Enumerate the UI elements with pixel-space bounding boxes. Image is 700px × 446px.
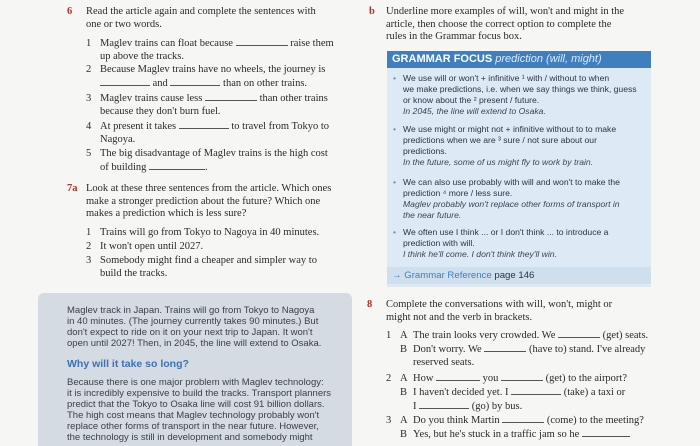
article-line: Maglev track in Japan. Trains will go from Tokyo to Nagoya <box>67 305 315 316</box>
answer-blank[interactable] <box>436 371 480 381</box>
dialogue-text: I haven't decided yet. I <box>413 387 509 398</box>
exercise-6-item-1 <box>86 36 356 63</box>
exercise-b-instruction <box>386 6 624 44</box>
article-line: don't expect to ride on it on your next trip to Japan. It won't <box>67 327 313 338</box>
exercise-8-line-8 <box>386 427 686 441</box>
answer-blank[interactable] <box>558 328 600 338</box>
dialogue-text: (go) by bus. <box>471 401 523 412</box>
rule-text: We often use I think ... or I don't think ... to introduce a <box>403 227 609 237</box>
dialogue-text: (have to) stand. I've already <box>528 344 646 355</box>
article-line: replace other forms of transport in the near future. However, <box>67 421 319 432</box>
item-text: to travel from Tokyo to <box>231 121 329 132</box>
item-number: 3 <box>386 415 392 426</box>
exercise-8-line-6 <box>386 399 686 413</box>
item-text: raise them <box>290 38 334 49</box>
exercise-6-item-4 <box>86 119 356 146</box>
rule-example: In the future, some of us might fly to work by train. <box>403 157 594 167</box>
rule-example: I think he'll come. I don't think they'll win. <box>403 249 557 259</box>
item-text: At present it takes <box>100 121 177 132</box>
item-number: 2 <box>386 373 392 384</box>
rule-example: Maglev probably won't replace other forms of transport in <box>403 199 620 209</box>
answer-blank[interactable] <box>502 413 544 423</box>
exercise-6-item-3 <box>86 91 356 118</box>
dialogue-text: Don't worry. We <box>413 344 482 355</box>
exercise-7a-item-2 <box>86 240 203 253</box>
article-line: in 40 minutes. (The journey currently takes 90 minutes.) But <box>67 316 319 327</box>
article-line: open until 2027! Then, in 2045, the line will extend to Osaka. <box>67 338 322 349</box>
exercise-8-line-2 <box>386 342 686 356</box>
grammar-rule-3 <box>393 177 645 221</box>
item-number: 5 <box>86 148 92 159</box>
item-text: . <box>205 162 208 173</box>
dialogue-text: Do you think Martin <box>413 415 500 426</box>
grammar-focus-header <box>387 51 651 68</box>
grammar-reference-label[interactable]: → Grammar Reference <box>392 270 492 281</box>
item-text: of building <box>100 162 147 173</box>
item-text: than other trains <box>259 93 328 104</box>
grammar-rule-1 <box>393 73 645 117</box>
exercise-8-line-3 <box>386 356 686 369</box>
grammar-rule-2 <box>393 124 645 168</box>
item-number: 4 <box>86 121 92 132</box>
exercise-6-instruction-line2: one or two words. <box>86 18 162 30</box>
rule-example: In 2045, the line will extend to Osaka. <box>403 106 546 116</box>
exercise-7a-item-1 <box>86 226 319 239</box>
article-line: the technology is still in development and somebody might <box>67 432 313 443</box>
grammar-focus-title: GRAMMAR FOCUS <box>392 53 493 65</box>
item-text: Nagoya. <box>100 134 136 145</box>
exercise-b-line2: article, then choose the correct option to complete the <box>386 18 612 30</box>
exercise-6-instruction-line1: Read the article again and complete the sentences with <box>86 6 316 17</box>
item-text: The big disadvantage of Maglev trains is the high cost <box>100 148 328 159</box>
bullet-icon: • <box>393 177 397 187</box>
item-text: up above the tracks. <box>100 51 184 62</box>
item-number: 1 <box>386 330 392 341</box>
item-number: 2 <box>86 64 92 75</box>
grammar-focus-subtitle: prediction (will, might) <box>495 53 602 65</box>
article-excerpt-panel <box>38 293 352 446</box>
rule-text: predictions. <box>403 146 447 156</box>
speaker-label: B <box>400 429 408 440</box>
rule-text: prediction with will. <box>403 238 475 248</box>
speaker-label: B <box>400 344 408 355</box>
exercise-6-instruction <box>86 6 316 31</box>
answer-blank[interactable] <box>236 36 288 46</box>
item-number: 1 <box>86 227 92 238</box>
bullet-icon: • <box>393 73 397 83</box>
item-text: Maglev trains cause less <box>100 93 203 104</box>
item-number: 3 <box>86 255 92 266</box>
rule-text: prediction ⁴ more / less sure. <box>403 188 513 198</box>
exercise-8-line-4 <box>386 371 686 385</box>
rule-text: We use will or won't + infinitive ¹ with / without to when <box>403 73 610 83</box>
rule-text: We use might or might not + infinitive without to to make <box>403 124 617 134</box>
exercise-b-line3: rules in the Grammar focus box. <box>386 31 522 43</box>
rule-text: we make predictions, i.e. when we say things we think, guess <box>403 84 637 94</box>
exercise-7a-number: 7a <box>67 183 78 194</box>
exercise-6-number: 6 <box>67 6 73 17</box>
dialogue-text: (come) to the meeting? <box>546 415 644 426</box>
exercise-6-item-5 <box>86 147 361 174</box>
answer-blank[interactable] <box>170 76 220 86</box>
item-text: Trains will go from Tokyo to Nagoya in 40 minutes. <box>100 227 320 238</box>
speaker-label: B <box>400 387 408 398</box>
answer-blank[interactable] <box>100 76 150 86</box>
speaker-label: A <box>400 373 408 384</box>
answer-blank[interactable] <box>419 399 469 409</box>
exercise-b-number: b <box>369 6 375 17</box>
item-text: It won't open until 2027. <box>100 241 204 252</box>
item-text: Maglev trains can float because <box>100 38 233 49</box>
item-number: 2 <box>86 241 92 252</box>
article-line: Because there is one major problem with Maglev technology: <box>67 377 324 388</box>
grammar-rule-4 <box>393 227 645 260</box>
grammar-focus-box <box>387 51 651 287</box>
exercise-7a-instruction-line3: makes a prediction which is less sure? <box>86 208 247 220</box>
grammar-reference-page: page 146 <box>494 270 535 281</box>
dialogue-text: Yes, but he's stuck in a traffic jam so he <box>413 429 580 440</box>
exercise-8-number: 8 <box>367 299 373 310</box>
exercise-b-line1: Underline more examples of will, won't and might in the <box>386 6 625 17</box>
exercise-8-instruction <box>386 299 612 324</box>
grammar-reference-link[interactable] <box>387 267 651 284</box>
exercise-8-line-7 <box>386 413 686 427</box>
article-line: The high cost means that Maglev technology probably won't <box>67 410 320 421</box>
answer-blank[interactable] <box>511 385 561 395</box>
answer-blank[interactable] <box>179 119 229 129</box>
exercise-8-line-5 <box>386 385 686 399</box>
answer-blank[interactable] <box>205 91 257 101</box>
dialogue-text: The train looks very crowded. We <box>413 330 556 341</box>
article-line: predict that the Tokyo to Osaka line will cost 91 billion dollars. <box>67 399 325 410</box>
dialogue-text: (get) to the airport? <box>545 373 628 384</box>
dialogue-text: you <box>482 373 499 384</box>
item-text: because they don't burn fuel. <box>100 106 221 117</box>
item-number: 1 <box>86 38 92 49</box>
exercise-7a-item-3 <box>86 254 317 280</box>
dialogue-text: How <box>413 373 434 384</box>
exercise-7a-instruction-line1: Look at these three sentences from the article. Which ones <box>86 183 332 194</box>
article-line: it is incredibly expensive to build the tracks. Transport planners <box>67 388 332 399</box>
exercise-8-line2: might not and the verb in brackets. <box>386 311 533 323</box>
exercise-7a-instruction-line2: make a stronger prediction about the future? Which one <box>86 195 321 207</box>
item-number: 3 <box>86 93 92 104</box>
dialogue-text: (take) a taxi or <box>563 387 626 398</box>
rule-text: or know about the ² present / future. <box>403 95 540 105</box>
exercise-7a-instruction <box>86 183 331 221</box>
speaker-label: A <box>400 330 408 341</box>
answer-blank[interactable] <box>484 342 526 352</box>
answer-blank[interactable] <box>501 371 543 381</box>
item-text: Because Maglev trains have no wheels, the journey is <box>100 64 326 75</box>
exercise-8-line1: Complete the conversations with will, won't, might or <box>386 299 613 310</box>
bullet-icon: • <box>393 227 397 237</box>
exercise-6-item-2 <box>86 63 356 90</box>
item-text: than on other trains. <box>223 78 308 89</box>
answer-blank[interactable] <box>582 427 630 437</box>
speaker-label: A <box>400 415 408 426</box>
rule-text: We can also use probably with will and won't to make the <box>403 177 620 187</box>
answer-blank[interactable] <box>149 160 205 170</box>
rule-text: predictions when we are ³ sure / not sure about our <box>403 135 597 145</box>
item-text: Somebody might find a cheaper and simpler way to <box>100 255 317 266</box>
item-text: and <box>152 78 168 89</box>
rule-example: the near future. <box>403 210 462 220</box>
exercise-8-line-1 <box>386 328 686 342</box>
dialogue-text: (get) seats. <box>602 330 649 341</box>
dialogue-text: I <box>413 401 417 412</box>
dialogue-text: reserved seats. <box>413 357 475 368</box>
item-text: build the tracks. <box>100 268 168 279</box>
article-subheading: Why will it take so long? <box>67 358 189 370</box>
bullet-icon: • <box>393 124 397 134</box>
